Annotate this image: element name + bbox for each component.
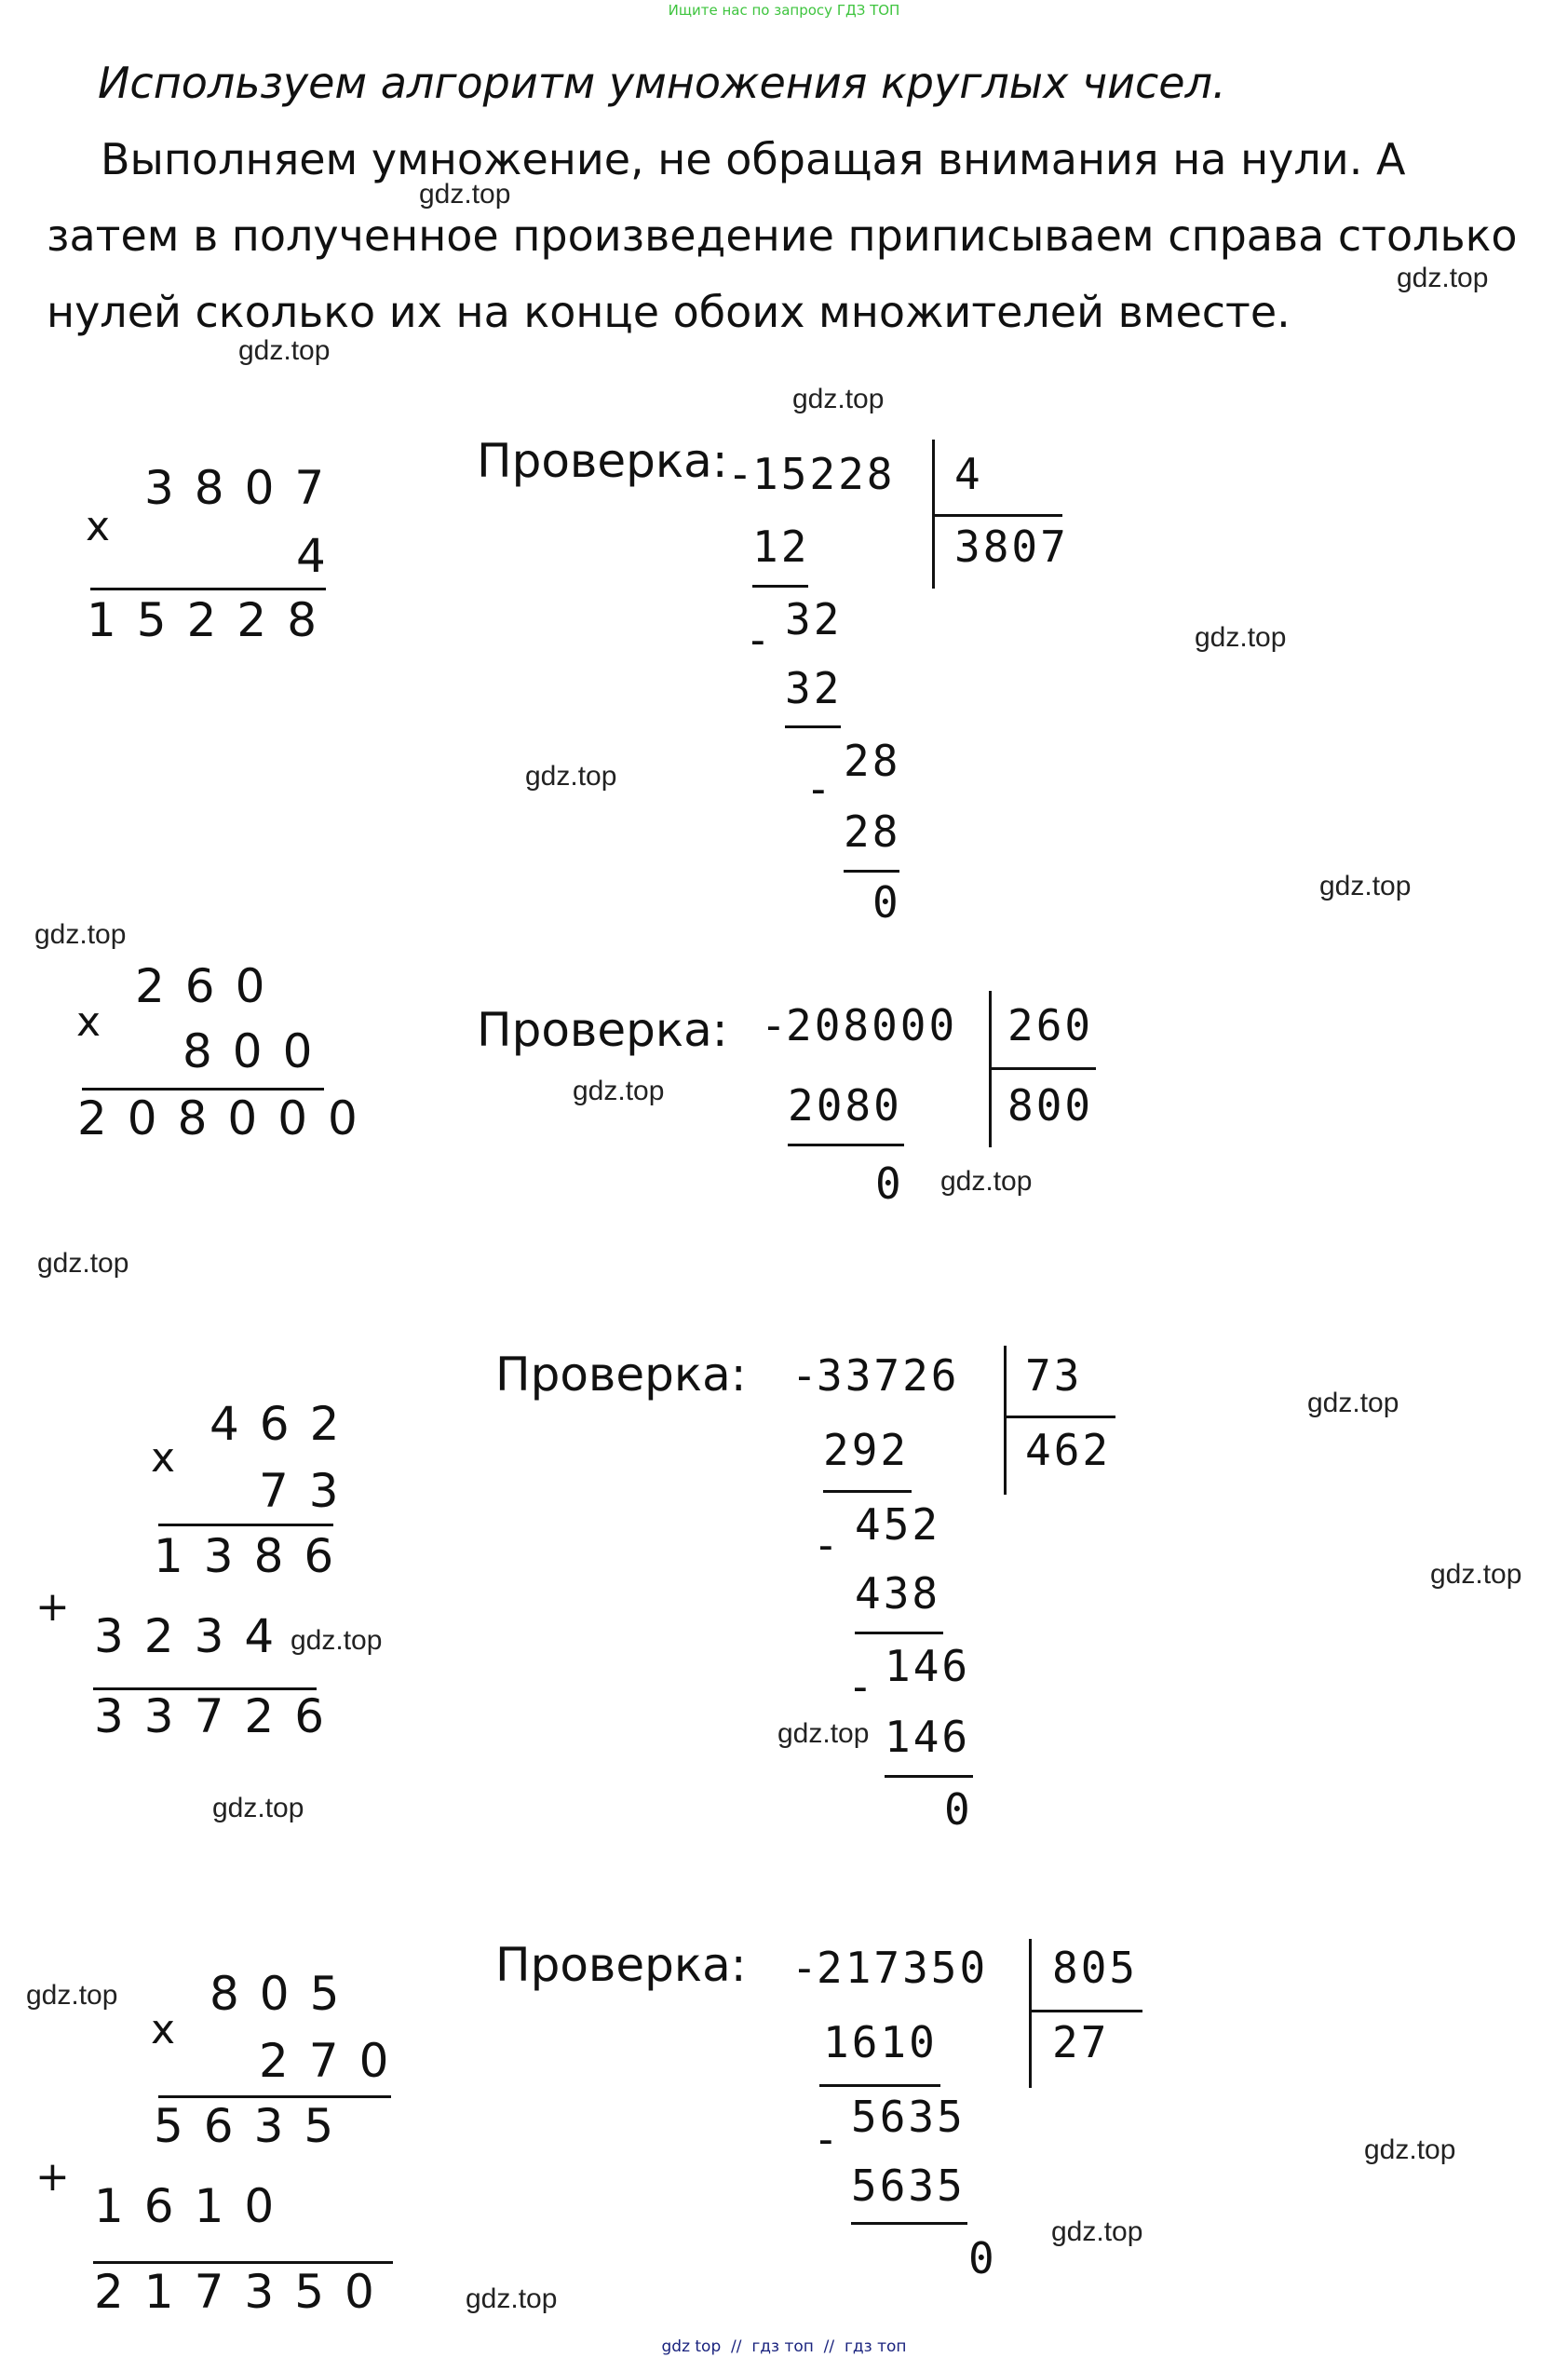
division-step: 146 — [885, 1641, 971, 1691]
step-line — [855, 1632, 943, 1634]
product: 15228 — [87, 593, 338, 647]
product: 208000 — [77, 1091, 378, 1145]
divisor-line — [1029, 2010, 1142, 2012]
division-step: 32 — [785, 663, 843, 713]
intro-line-3: затем в полученное произведение приписываем справа столько — [47, 210, 1518, 261]
dividend: 33726 — [817, 1350, 960, 1401]
multiply-sign: x — [151, 1434, 176, 1482]
multiplier: 73 — [259, 1464, 359, 1518]
quotient: 800 — [1007, 1080, 1094, 1131]
minus-sign: - — [745, 615, 774, 665]
check-label: Проверка: — [495, 1938, 747, 1992]
divisor-line — [989, 1067, 1096, 1070]
dividend: 15228 — [752, 449, 896, 499]
division-step: 28 — [844, 806, 901, 857]
divisor-line — [1004, 1416, 1115, 1418]
multiplier: 4 — [296, 529, 346, 583]
bottom-banner: gdz top // гдз топ // гдз топ — [661, 2337, 907, 2356]
division-remainder: 0 — [944, 1784, 973, 1835]
step-line — [785, 725, 841, 728]
quotient: 462 — [1025, 1425, 1112, 1475]
watermark: gdz.top — [1430, 1559, 1522, 1590]
divisor: 805 — [1052, 1943, 1139, 1993]
plus-sign: + — [35, 2153, 70, 2201]
division-step: 438 — [855, 1568, 941, 1619]
intro-line-2: Выполняем умножение, не обращая внимания на нули. А — [101, 134, 1406, 184]
minus-sign: - — [791, 1350, 820, 1401]
intro-line-1: Используем алгоритм умножения круглых чисел. — [98, 58, 1226, 108]
division-step: 2080 — [788, 1080, 902, 1131]
watermark: gdz.top — [777, 1718, 870, 1749]
division-bar — [1029, 1939, 1032, 2088]
partial-product: 3234 — [94, 1609, 295, 1663]
watermark: gdz.top — [940, 1166, 1033, 1197]
minus-sign: - — [791, 1943, 820, 1993]
multiply-sign: x — [86, 503, 111, 550]
watermark: gdz.top — [26, 1980, 118, 2011]
minus-sign: - — [761, 1000, 790, 1050]
quotient: 27 — [1052, 2017, 1110, 2067]
result-line — [93, 2261, 393, 2264]
watermark: gdz.top — [1319, 871, 1412, 901]
divisor-line — [932, 514, 1062, 517]
check-label: Проверка: — [477, 434, 728, 488]
watermark: gdz.top — [1051, 2216, 1143, 2247]
result-line — [82, 1088, 324, 1091]
product: 33726 — [94, 1689, 345, 1743]
step-line — [823, 1490, 912, 1493]
step-line — [788, 1144, 904, 1146]
division-step: 146 — [885, 1712, 971, 1762]
plus-sign: + — [35, 1583, 70, 1631]
division-bar — [1004, 1346, 1007, 1495]
partial-product: 5635 — [154, 2099, 355, 2153]
minus-sign: - — [813, 2114, 842, 2164]
division-step: 292 — [823, 1425, 910, 1475]
watermark: gdz.top — [37, 1248, 129, 1279]
minus-sign: - — [813, 1520, 842, 1570]
division-remainder: 0 — [968, 2233, 997, 2283]
partial-product: 1386 — [154, 1529, 355, 1583]
product: 217350 — [94, 2265, 395, 2319]
minus-sign: - — [847, 1661, 876, 1712]
division-step: 5635 — [851, 2092, 966, 2142]
quotient: 3807 — [954, 522, 1069, 572]
watermark: gdz.top — [419, 179, 511, 210]
watermark: gdz.top — [1195, 622, 1287, 653]
watermark: gdz.top — [34, 919, 127, 950]
watermark: gdz.top — [238, 335, 331, 366]
multiply-sign: x — [151, 2006, 176, 2053]
multiplicand: 462 — [210, 1397, 360, 1451]
watermark: gdz.top — [1397, 263, 1489, 293]
result-line — [158, 2095, 391, 2098]
result-line — [158, 1524, 333, 1526]
division-step: 452 — [855, 1499, 941, 1550]
watermark: gdz.top — [466, 2283, 558, 2314]
dividend: 208000 — [786, 1000, 958, 1050]
divisor: 260 — [1007, 1000, 1094, 1050]
step-line — [851, 2222, 967, 2225]
watermark: gdz.top — [792, 384, 885, 414]
division-step: 1610 — [823, 2017, 938, 2067]
check-label: Проверка: — [477, 1003, 728, 1057]
multiplicand: 3807 — [144, 461, 345, 515]
multiply-sign: x — [76, 998, 101, 1046]
step-line — [844, 870, 899, 873]
watermark: gdz.top — [525, 761, 617, 792]
watermark: gdz.top — [573, 1076, 665, 1106]
watermark: gdz.top — [1307, 1388, 1399, 1418]
minus-sign: - — [805, 764, 834, 814]
top-banner: Ищите нас по запросу ГДЗ ТОП — [668, 2, 900, 19]
divisor: 73 — [1025, 1350, 1083, 1401]
multiplier: 270 — [259, 2034, 410, 2088]
step-line — [752, 585, 808, 588]
division-remainder: 0 — [875, 1158, 904, 1209]
intro-line-4: нулей сколько их на конце обоих множителей вместе. — [47, 287, 1291, 337]
division-step: 12 — [752, 522, 810, 572]
divisor: 4 — [954, 449, 983, 499]
division-remainder: 0 — [872, 877, 901, 928]
watermark: gdz.top — [291, 1625, 383, 1656]
check-label: Проверка: — [495, 1348, 747, 1402]
multiplier: 800 — [182, 1024, 333, 1078]
step-line — [885, 1775, 973, 1778]
minus-sign: - — [727, 449, 756, 499]
division-step: 5635 — [851, 2161, 966, 2211]
step-line — [819, 2084, 940, 2087]
watermark: gdz.top — [1364, 2134, 1456, 2165]
division-step: 32 — [785, 594, 843, 644]
result-line — [90, 588, 326, 590]
division-step: 28 — [844, 736, 901, 786]
partial-product: 1610 — [94, 2179, 295, 2233]
dividend: 217350 — [817, 1943, 989, 1993]
watermark: gdz.top — [212, 1793, 304, 1823]
multiplicand: 805 — [210, 1967, 360, 2021]
multiplicand: 260 — [135, 959, 286, 1013]
